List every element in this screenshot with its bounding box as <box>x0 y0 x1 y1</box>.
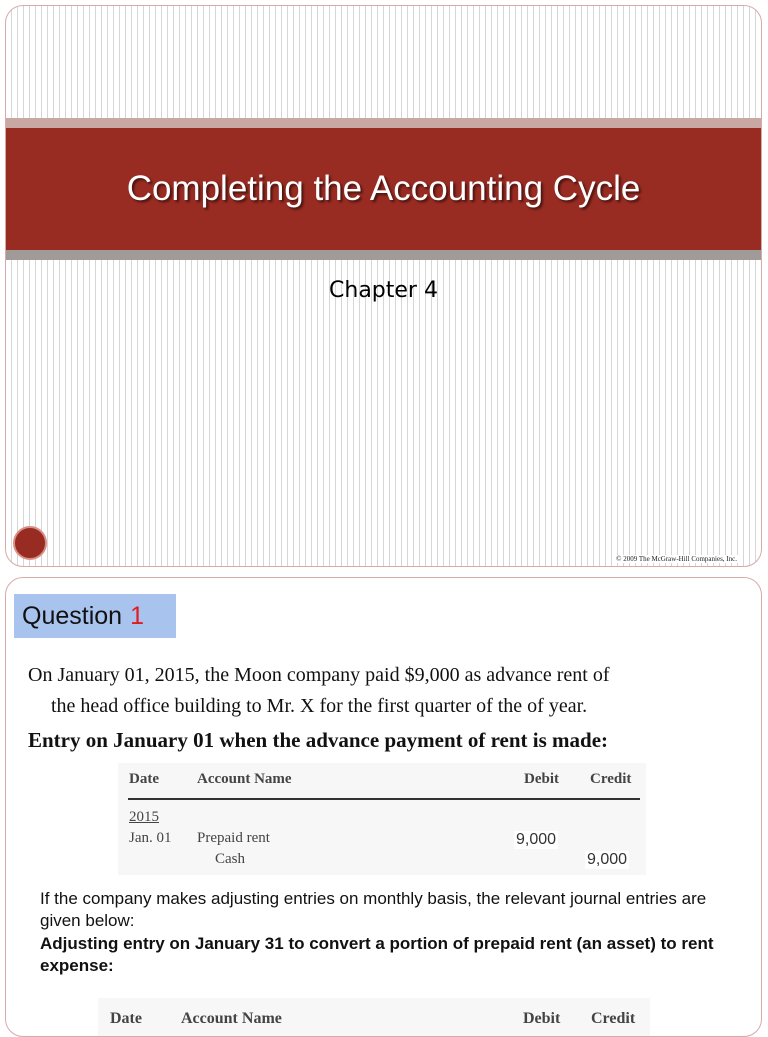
header-account-name: Account Name <box>181 1010 282 1027</box>
debit-amount: 9,000 <box>516 831 557 848</box>
title-slide <box>5 5 762 567</box>
title-band <box>6 128 761 250</box>
header-credit: Credit <box>591 1010 636 1027</box>
question-paragraph <box>28 660 728 722</box>
header-rule <box>128 798 640 800</box>
header-date: Date <box>110 1010 142 1027</box>
journal-year: 2015 <box>129 809 159 825</box>
title-bottom-band <box>6 250 761 260</box>
header-account-name: Account Name <box>197 771 292 787</box>
question-slide <box>5 577 762 1037</box>
header-debit: Debit <box>523 1010 561 1027</box>
question-label: Question <box>22 601 123 630</box>
journal-entry-table <box>118 763 646 875</box>
credit-account: Cash <box>215 851 245 867</box>
header-date: Date <box>129 771 159 787</box>
question-number: 1 <box>130 601 144 630</box>
slide-title: Completing the Accounting Cycle <box>126 169 641 208</box>
question-badge <box>14 594 176 638</box>
adjusting-entry-table <box>98 998 650 1037</box>
paragraph-line-1: On January 01, 2015, the Moon company paid $9,000 as advance rent of <box>28 664 610 686</box>
decorative-circle-icon <box>13 526 47 560</box>
title-top-band <box>6 118 761 128</box>
entry-heading: Entry on January 01 when the advance payment of rent is made: <box>28 728 609 752</box>
header-credit: Credit <box>590 771 632 787</box>
credit-amount: 9,000 <box>587 851 628 868</box>
adjusting-heading: Adjusting entry on January 31 to convert a portion of prepaid rent (an asset) to rent expense: <box>40 934 714 975</box>
journal-date: Jan. 01 <box>129 830 172 846</box>
copyright-notice: © 2009 The McGraw-Hill Companies, Inc. <box>616 555 737 563</box>
debit-account: Prepaid rent <box>197 830 270 846</box>
adjusting-note: If the company makes adjusting entries on monthly basis, the relevant journal entries are given below: <box>40 889 707 930</box>
paragraph-line-2: the head office building to Mr. X for the first quarter of the of year. <box>51 695 588 717</box>
slide-subtitle: Chapter 4 <box>329 278 438 303</box>
header-debit: Debit <box>524 771 559 787</box>
